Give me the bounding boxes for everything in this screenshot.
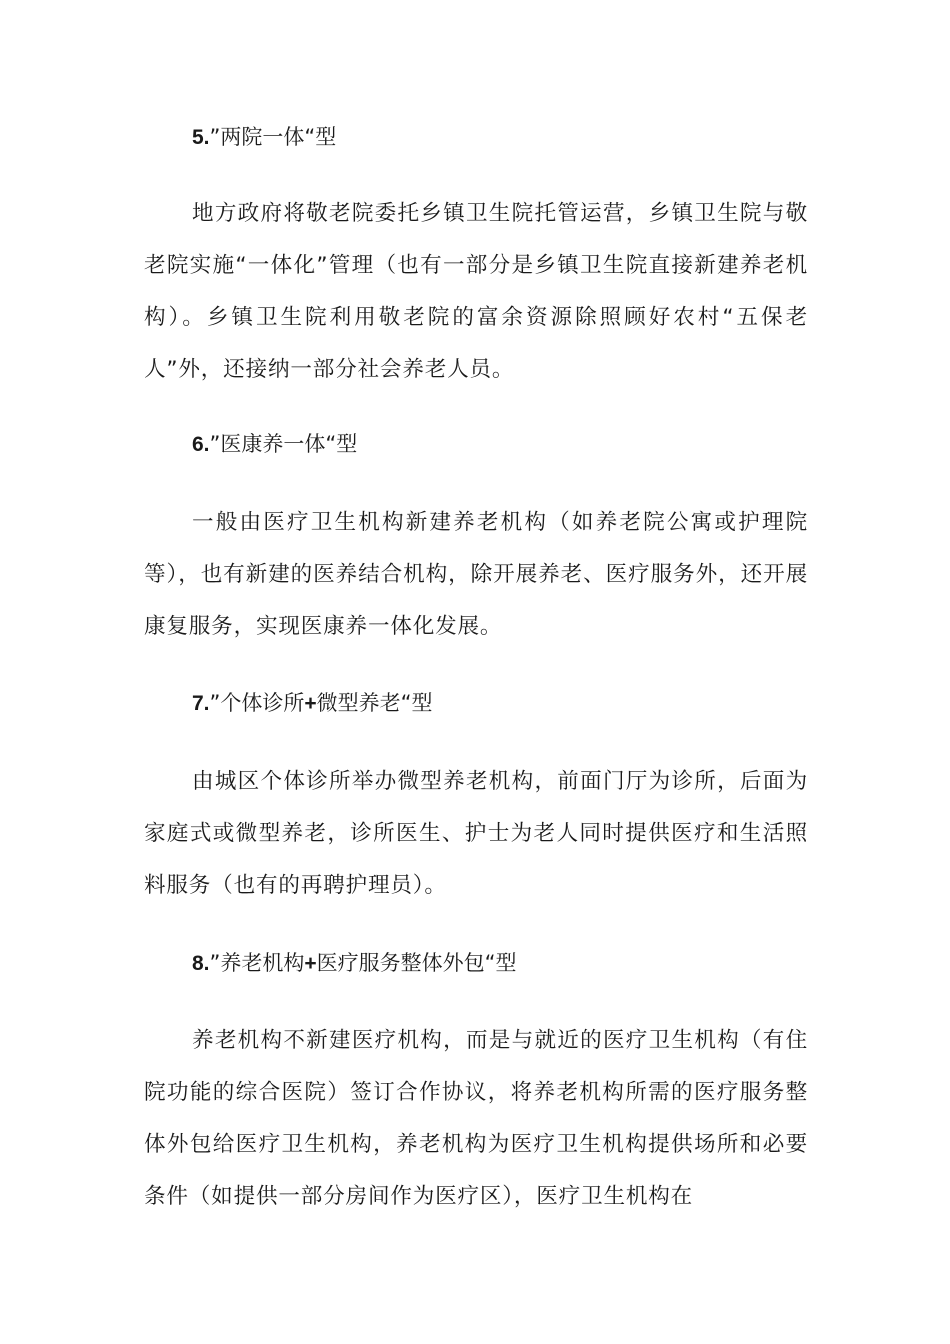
section-paragraph-5: 地方政府将敬老院委托乡镇卫生院托管运营，乡镇卫生院与敬老院实施“一体化”管理（也有一部分是乡镇卫生院直接新建养老机构）。乡镇卫生院利用敬老院的富余资源除照顾好农村“五保老人”外，还接纳一部分社会养老人员。 [144,201,808,382]
section-title-text: ”两院一体“型 [209,125,337,149]
section-title-text: 微型养老“型 [316,691,433,715]
section-paragraph-7: 由城区个体诊所举办微型养老机构，前面门厅为诊所，后面为家庭式或微型养老，诊所医生、护士为老人同时提供医疗和生活照料服务（也有的再聘护理员）。 [144,769,808,898]
section-title-text: 医疗服务整体外包“型 [316,951,517,975]
section-number: 8. [192,952,210,975]
section-heading-8 [192,949,517,978]
section-heading-7 [192,689,433,718]
section-paragraph-8: 养老机构不新建医疗机构，而是与就近的医疗卫生机构（有住院功能的综合医院）签订合作协议，将养老机构所需的医疗服务整体外包给医疗卫生机构，养老机构为医疗卫生机构提供场所和必要条件（如提供一部分房间作为医疗区），医疗卫生机构在 [144,1028,808,1209]
section-title-text: ”医康养一体“型 [209,432,358,456]
section-title-text: ”养老机构 [209,951,305,975]
section-heading-5 [192,123,336,152]
plus-sign: + [304,692,317,715]
section-heading-6 [192,430,357,459]
section-number: 6. [192,433,210,456]
section-number: 7. [192,692,210,715]
plus-sign: + [304,952,317,975]
section-paragraph-6: 一般由医疗卫生机构新建养老机构（如养老院公寓或护理院等），也有新建的医养结合机构，除开展养老、医疗服务外，还开展康复服务，实现医康养一体化发展。 [144,510,808,639]
section-number: 5. [192,126,210,149]
section-title-text: ”个体诊所 [209,691,305,715]
